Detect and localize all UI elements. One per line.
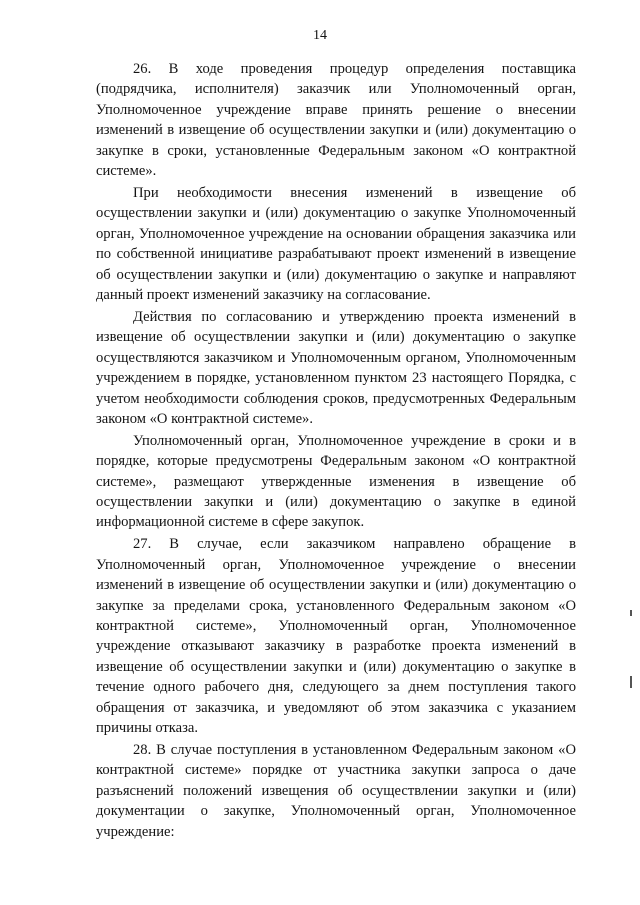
paragraph-27: 27. В случае, если заказчиком направлено обращение в Уполномоченный орган, Уполномоченное учреждение о внесении изменений в извещение об осуществлении закупки и (или) документацию о закупке за пределами срока, установленного Федеральным законом «О контрактной системе», Уполномоченный орган, Уполномоченное учреждение отказывают заказчику в разработке проекта изменений в извещение об осуществлении закупки и (или) документацию о закупке в течение одного рабочего дня, следующего за днем поступления такого обращения от заказчика, и уведомляют об этом заказчика с указанием причины отказа. — [96, 536, 576, 736]
scan-margin-mark — [630, 610, 632, 616]
paragraph-26-changes-procedure: При необходимости внесения изменений в извещение об осуществлении закупки и (или) документацию о закупке Уполномоченный орган, Уполномоченное учреждение на основании обращения заказчика или по собственной инициативе разрабатывают проект изменений в извещение об осуществлении закупки и (или) документацию о закупке и направляют данный проект изменений заказчику на согласование. — [96, 184, 576, 303]
page-number: 14 — [313, 28, 327, 43]
paragraph-26-publication: Уполномоченный орган, Уполномоченное учреждение в сроки и в порядке, которые предусмотрены Федеральным законом «О контрактной системе», размещают утвержденные изменения в извещение об осуществлении закупки и (или) документацию о закупке в единой информационной системе в сфере закупок. — [96, 432, 576, 531]
document-body — [96, 59, 576, 842]
paragraph-28: 28. В случае поступления в установленном Федеральным законом «О контрактной системе» порядке от участника закупки запроса о даче разъяснений положений извещения об осуществлении закупки и (или) документации о закупке, Уполномоченный орган, Уполномоченное учреждение: — [96, 741, 576, 840]
scan-margin-mark — [630, 676, 632, 688]
paragraph-26-approval: Действия по согласованию и утверждению проекта изменений в извещение об осуществлении закупки и (или) документацию о закупке осуществляются заказчиком и Уполномоченным органом, Уполномоченным учреждением в порядке, установленном пунктом 23 настоящего Порядка, с учетом необходимости соблюдения сроков, предусмотренных Федеральным законом «О контрактной системе». — [96, 308, 576, 427]
paragraph-26: 26. В ходе проведения процедур определения поставщика (подрядчика, исполнителя) заказчик или Уполномоченный орган, Уполномоченное учреждение вправе принять решение о внесении изменений в извещение об осуществлении закупки и (или) документацию о закупке в сроки, установленные Федеральным законом «О контрактной системе». — [96, 61, 576, 180]
